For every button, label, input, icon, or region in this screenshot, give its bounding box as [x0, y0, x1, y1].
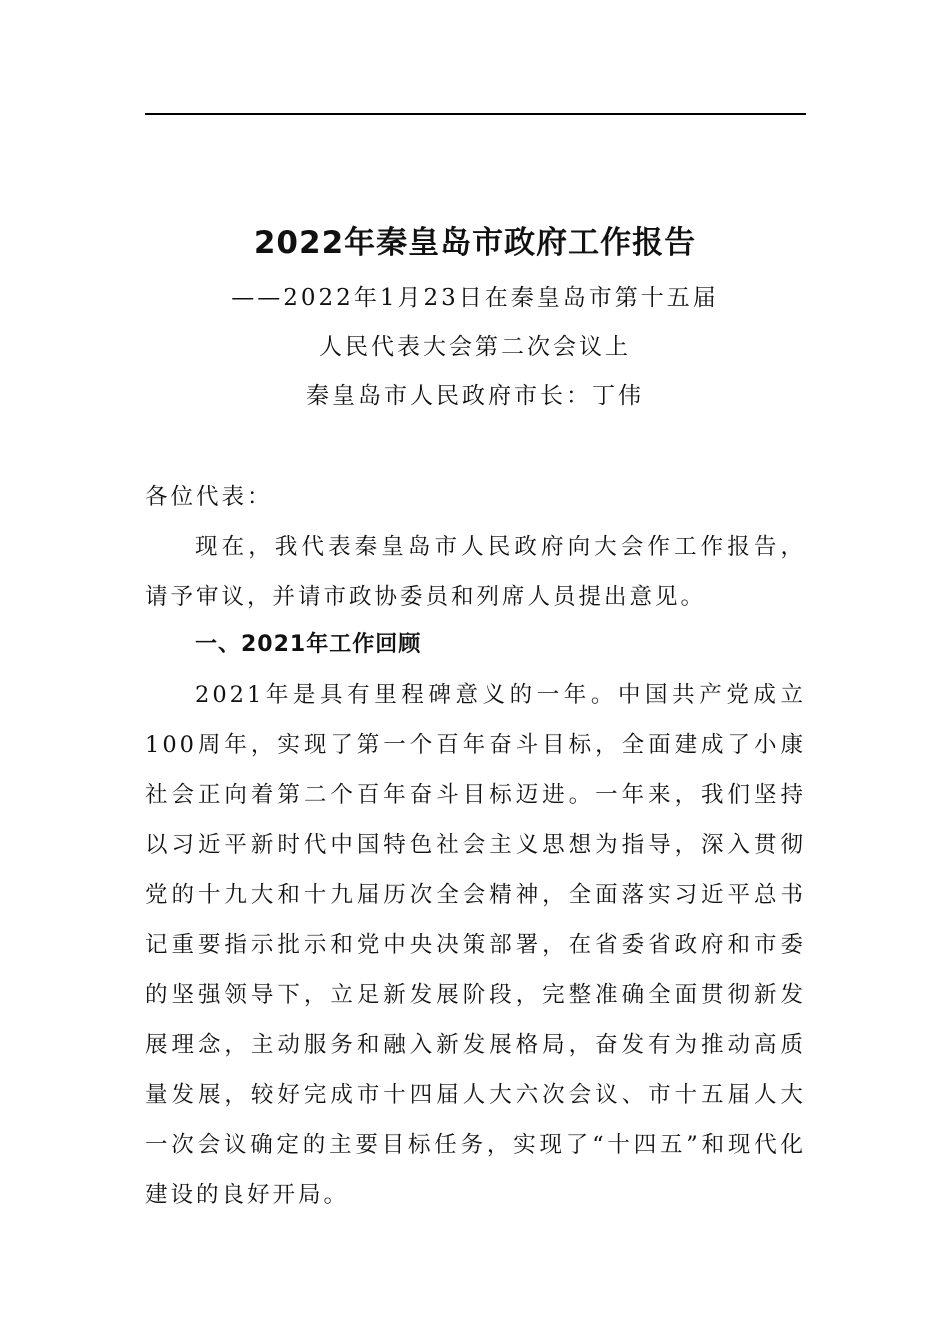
author-line: 秦皇岛市人民政府市长：丁伟 [306, 383, 644, 409]
salutation: 各位代表： [145, 484, 273, 510]
document-title: 2022年秦皇岛市政府工作报告 [253, 225, 697, 261]
subtitle-line-1: ——2022年1月23日在秦皇岛市第十五届 [231, 285, 719, 311]
section-heading: 一、2021年工作回顾 [195, 632, 422, 657]
intro-paragraph: 现在，我代表秦皇岛市人民政府向大会作工作报告，请予审议，并请市政协委员和列席人员提出意见。 [145, 534, 806, 610]
section-paragraph: 2021年是具有里程碑意义的一年。中国共产党成立100周年，实现了第一个百年奋斗目标，全面建成了小康社会正向着第二个百年奋斗目标迈进。一年来，我们坚持以习近平新时代中国特色社会主义思想为指导，深入贯彻党的十九大和十九届历次全会精神，全面落实习近平总书记重要指示批示和党中央决策部署，在省委省政府和市委的坚强领导下，立足新发展阶段，完整准确全面贯彻新发展理念，主动服务和融入新发展格局，奋发有为推动高质量发展，较好完成市十四届人大六次会议、市十五届人大一次会议确定的主要目标任务，实现了“十四五”和现代化建设的良好开局。 [145, 682, 806, 1208]
subtitle-line-2: 人民代表大会第二次会议上 [319, 334, 631, 360]
header-rule [145, 113, 806, 115]
